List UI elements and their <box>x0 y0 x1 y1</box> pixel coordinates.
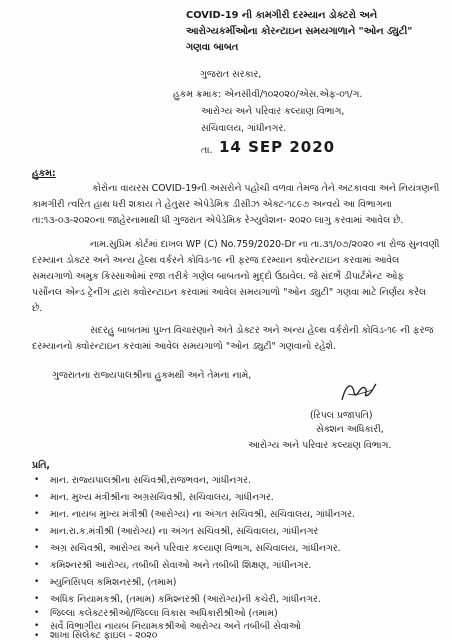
bullet-icon: • <box>34 543 40 553</box>
list-item: સર્વે વિભાગીય નાયબ નિયામકશ્રીઓ આરોગ્ય અને તબીબી સેવાઓ <box>50 621 301 632</box>
para2-line: પર્સોનલ એન્ડ ટ્રેનીંગ દ્વારા ક્વોરન્ટાઇન કરવામાં આવેલ સમયગાળો "ઓન ડ્યુટી" ગણવા માટે નિર્ણય કરેલ <box>32 287 427 298</box>
bullet-icon: • <box>34 621 40 631</box>
bullet-icon: • <box>34 526 40 536</box>
order-heading: હુકમ: <box>32 168 56 179</box>
subject-line-2: આરોગ્યકર્મીઓના કોરન્ટાઇન સમયગાળાને "ઓન ડ્યુટી" <box>186 26 413 37</box>
para2-line: સમયગાળો અમુક કિસ્સાઓમાં રજા તરીકે ગણેલ બાબતનો મુદ્દો ઉઠાવેલ. જે સંદર્ભે ડીપાર્ટમેન્ટ ઓફ <box>32 271 404 282</box>
bullet-icon: • <box>34 631 40 641</box>
subject-line-3: ગણવા બાબત <box>186 42 239 53</box>
signature-mark <box>338 378 378 408</box>
bullet-icon: • <box>34 577 40 587</box>
list-item: માન. મુખ્ય મંત્રીશ્રીના અગ્રસચિવશ્રી, સચિવાલય, ગાંધીનગર. <box>50 492 274 503</box>
header-govt: ગુજરાત સરકાર, <box>200 69 262 80</box>
date-label: તા. <box>201 145 213 156</box>
list-item: માન. નાયબ મુખ્ય મંત્રીશ્રી (આરોગ્ય) ના અંગત સચિવશ્રી, સચિવાલય, ગાંધીનગર. <box>50 509 355 520</box>
list-item: અધિક નિયામકશ્રી, (તમામ) કમિશ્નરશ્રી (આરોગ્ય)ની કચેરી, ગાંધીનગર. <box>50 594 321 605</box>
list-item: મ્યુનિસિપલ કમિશનરશ્રી, (તમામ) <box>50 577 177 588</box>
para3-line: સદરહુ બાબતમાં પુખ્ત વિચારણાને અંતે ડોક્ટર અને અન્ય હેલ્થ વર્કરોની કોવિડ-૧૯ ની ફરજ <box>90 325 434 336</box>
list-item: અગ્ર સચિવશ્રી, આરોગ્ય અને પરિવાર કલ્યાણ વિભાગ, સચિવાલય, ગાંધીનગર. <box>50 543 341 554</box>
list-item: માન. રાજ્યપાલશ્રીના સચિવશ્રી,રાજભવન, ગાંધીનગર. <box>50 475 251 486</box>
order-date: 14 SEP 2020 <box>219 138 336 156</box>
authority-line: ગુજરાતના રાજ્યપાલશ્રીના હુકમથી અને તેમના નામે, <box>52 370 252 381</box>
para2-line: છે. <box>32 303 43 314</box>
para3-line: દરમ્યાનનો ક્વોરન્ટાઇન કરવામાં આવેલ સમયગાળો "ઓન ડ્યુટી" ગણવાનો રહેશે. <box>32 341 337 352</box>
para2-line: નામ.સુપ્રિમ કોર્ટમાં દાખલ WP (C) No.759/2020-Dr ના તા.૩૧/૦૭/૨૦૨૦ ના રોજ સુનવણી <box>90 239 440 250</box>
bullet-icon: • <box>34 475 40 485</box>
header-secretariat: સચિવાલય, ગાંધીનગર. <box>201 123 287 134</box>
bullet-icon: • <box>34 509 40 519</box>
para1-line: કોરોના વાયરસ COVID-19ની અસરોને પહોંચી વળવા તેમજ તેને અટકાવવા અને નિયંત્રણની <box>92 183 440 194</box>
bullet-icon: • <box>34 560 40 570</box>
list-item: કમિશ્નરશ્રી આરોગ્ય, તબીબી સેવાઓ અને તબીબી શિક્ષણ, ગાંધીનગર. <box>50 560 312 571</box>
list-item: માન.રા.ક.મંત્રીશ્રી (આરોગ્ય) ના અંગત સચિવશ્રી, સચિવાલય, ગાંધીનગર <box>50 526 319 537</box>
bullet-icon: • <box>34 594 40 604</box>
bullet-icon: • <box>34 492 40 502</box>
header-department: આરોગ્ય અને પરિવાર કલ્યાણ વિભાગ, <box>201 106 345 117</box>
order-number: હુકમ ક્રમાંક: એનસીવી/૧૦૨૦૨૦/એસ.એફ-૦૧/ગ. <box>173 89 363 100</box>
signatory-name: (રિપલ પ્રજાપતિ) <box>310 410 373 421</box>
para1-line: તા:૧૩-૦૩-૨૦૨૦ના જાહેરનામાથી ધી ગુજરાત એપેડેમિક રેગ્યુલેશન- ૨૦૨૦ લાગુ કરવામાં આવેલ છે. <box>32 215 404 226</box>
list-item: જિલ્લા કલેક્ટરશ્રીઓ/જિલ્લા વિકાસ અધિકારીશ્રીઓ (તમામ) <box>50 608 278 619</box>
signatory-department: આરોગ્ય અને પરિવાર કલ્યાણ વિભાગ. <box>248 440 392 451</box>
copy-to-label: પ્રતિ, <box>32 460 50 471</box>
para2-line: દરમ્યાન ડોક્ટર અને અન્ય હેલ્થ વર્કરને કોવિડ-૧૯ ની ફરજ દરમ્યાન ક્વોરન્ટાઇન કરવામાં આવેલ <box>32 255 400 266</box>
subject-line-1: COVID-19 ની કામગીરી દરમ્યાન ડોક્ટરો અને <box>186 10 378 21</box>
bullet-icon: • <box>34 608 40 618</box>
signatory-designation: સેક્શન અધિકારી, <box>316 424 384 435</box>
list-item: શાખા સિલેક્ટ ફાઇલ - ૨૦૨૦ <box>50 630 158 641</box>
para1-line: કામગીરી ત્વરિત હાથ ધરી શકાય તે હેતુસર એપેડેમિક ડીસીઝ એક્ટ-૧૮૯૭ અન્વયે આ વિભાગના <box>32 199 392 210</box>
